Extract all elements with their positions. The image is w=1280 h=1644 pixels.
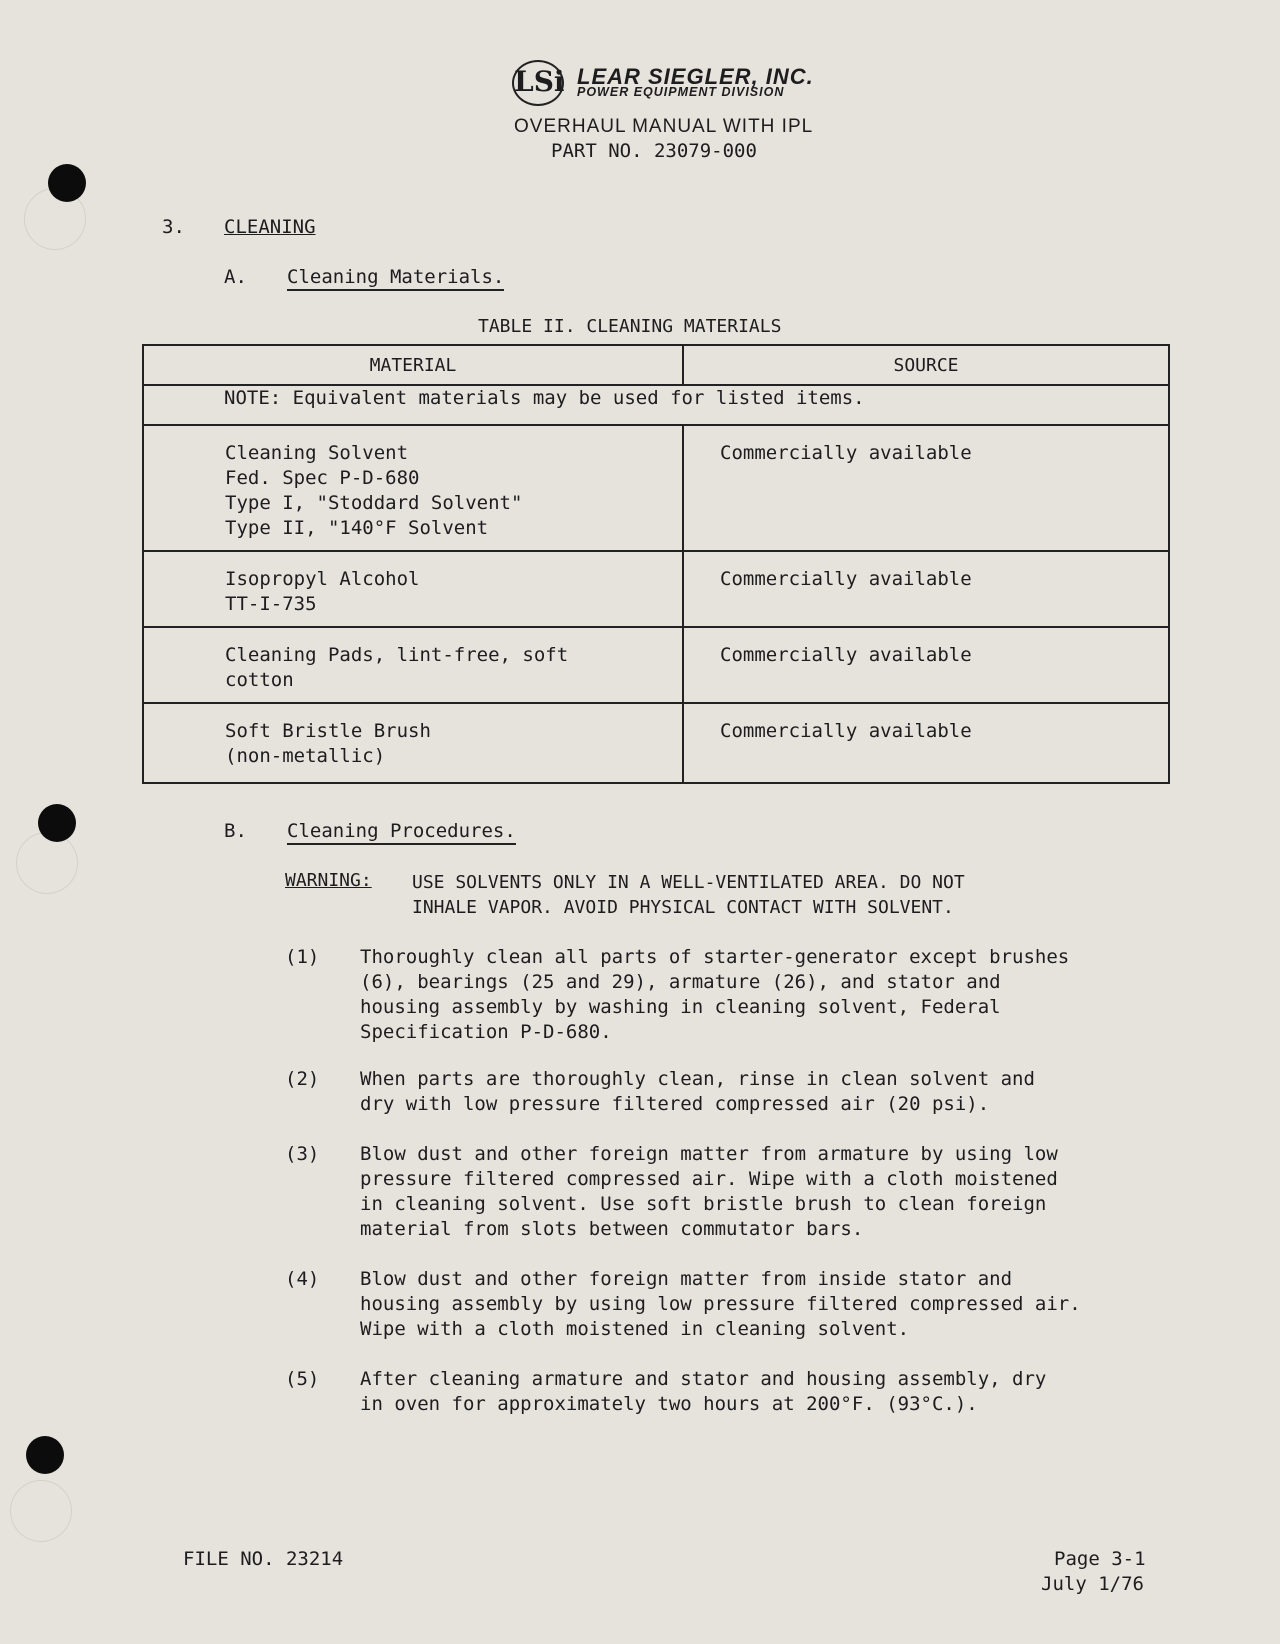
section-title: CLEANING — [224, 216, 316, 238]
material-line: Isopropyl Alcohol — [225, 568, 420, 590]
source-cell — [683, 425, 1169, 551]
material-line: TT-I-735 — [225, 593, 317, 615]
binder-hole-ring — [10, 1480, 72, 1542]
warning-text — [412, 870, 1112, 920]
company-name: LEAR SIEGLER, INC. — [577, 64, 814, 89]
warning-label: WARNING: — [285, 870, 372, 891]
subsection-a-letter: A. — [224, 266, 247, 288]
part-number: PART NO. 23079-000 — [551, 140, 757, 162]
step-line: Blow dust and other foreign matter from armature by using low — [360, 1143, 1058, 1165]
material-line: Soft Bristle Brush — [225, 720, 431, 742]
table-row — [143, 425, 1169, 551]
subsection-b-letter: B. — [224, 820, 247, 842]
step-number: (2) — [285, 1068, 320, 1090]
binder-hole — [38, 804, 76, 842]
material-cell — [143, 551, 683, 627]
binder-hole — [48, 164, 86, 202]
material-line: Type I, "Stoddard Solvent" — [225, 492, 523, 514]
table-header-row — [143, 345, 1169, 385]
step-text — [360, 1267, 1160, 1342]
material-line: Fed. Spec P-D-680 — [225, 467, 420, 489]
revision-date: July 1/76 — [1041, 1573, 1144, 1595]
binder-hole-ring — [16, 832, 78, 894]
source-cell — [683, 703, 1169, 783]
source-text: Commercially available — [720, 442, 972, 464]
step-line: (6), bearings (25 and 29), armature (26), and stator and — [360, 971, 1001, 993]
column-header-material: MATERIAL — [143, 345, 683, 385]
cleaning-materials-table — [142, 344, 1170, 784]
step-line: Wipe with a cloth moistened in cleaning solvent. — [360, 1318, 910, 1340]
material-cell — [143, 425, 683, 551]
step-line: material from slots between commutator bars. — [360, 1218, 864, 1240]
division-name: POWER EQUIPMENT DIVISION — [577, 85, 785, 99]
step-number: (4) — [285, 1268, 320, 1290]
warning-line: USE SOLVENTS ONLY IN A WELL-VENTILATED AREA. DO NOT — [412, 872, 965, 893]
step-text — [360, 945, 1160, 1045]
column-header-source: SOURCE — [683, 345, 1169, 385]
source-text: Commercially available — [720, 720, 972, 742]
material-line: Type II, "140°F Solvent — [225, 517, 489, 539]
source-cell — [683, 627, 1169, 703]
step-line: Specification P-D-680. — [360, 1021, 612, 1043]
material-cell — [143, 627, 683, 703]
company-logo: LSi — [512, 60, 564, 106]
table-row — [143, 703, 1169, 783]
subsection-a-title: Cleaning Materials. — [287, 266, 504, 291]
table-row — [143, 627, 1169, 703]
table-note: NOTE: Equivalent materials may be used for listed items. — [143, 385, 1169, 425]
step-line: Thoroughly clean all parts of starter-generator except brushes — [360, 946, 1070, 968]
step-number: (1) — [285, 946, 320, 968]
material-cell — [143, 703, 683, 783]
step-text — [360, 1142, 1160, 1242]
material-line: (non-metallic) — [225, 745, 386, 767]
subsection-b-title: Cleaning Procedures. — [287, 820, 516, 845]
step-number: (3) — [285, 1143, 320, 1165]
step-line: pressure filtered compressed air. Wipe with a cloth moistened — [360, 1168, 1058, 1190]
step-line: After cleaning armature and stator and housing assembly, dry — [360, 1368, 1047, 1390]
table-note-row — [143, 385, 1169, 425]
step-number: (5) — [285, 1368, 320, 1390]
step-line: in cleaning solvent. Use soft bristle brush to clean foreign — [360, 1193, 1047, 1215]
material-line: Cleaning Pads, lint-free, soft — [225, 644, 569, 666]
step-line: When parts are thoroughly clean, rinse in clean solvent and — [360, 1068, 1035, 1090]
source-text: Commercially available — [720, 568, 972, 590]
binder-hole — [26, 1436, 64, 1474]
step-line: dry with low pressure filtered compressed air (20 psi). — [360, 1093, 990, 1115]
table-caption: TABLE II. CLEANING MATERIALS — [478, 316, 782, 337]
warning-line: INHALE VAPOR. AVOID PHYSICAL CONTACT WITH SOLVENT. — [412, 897, 954, 918]
file-number: FILE NO. 23214 — [183, 1548, 344, 1570]
source-text: Commercially available — [720, 644, 972, 666]
step-text — [360, 1067, 1160, 1117]
table-row — [143, 551, 1169, 627]
step-text — [360, 1367, 1160, 1417]
step-line: Blow dust and other foreign matter from inside stator and — [360, 1268, 1013, 1290]
page-number: Page 3-1 — [1054, 1548, 1146, 1570]
step-line: housing assembly by using low pressure filtered compressed air. — [360, 1293, 1081, 1315]
step-line: in oven for approximately two hours at 200°F. (93°C.). — [360, 1393, 978, 1415]
material-line: Cleaning Solvent — [225, 442, 409, 464]
document-title: OVERHAUL MANUAL WITH IPL — [514, 116, 814, 137]
material-line: cotton — [225, 669, 294, 691]
section-number: 3. — [162, 216, 185, 238]
step-line: housing assembly by washing in cleaning solvent, Federal — [360, 996, 1001, 1018]
source-cell — [683, 551, 1169, 627]
